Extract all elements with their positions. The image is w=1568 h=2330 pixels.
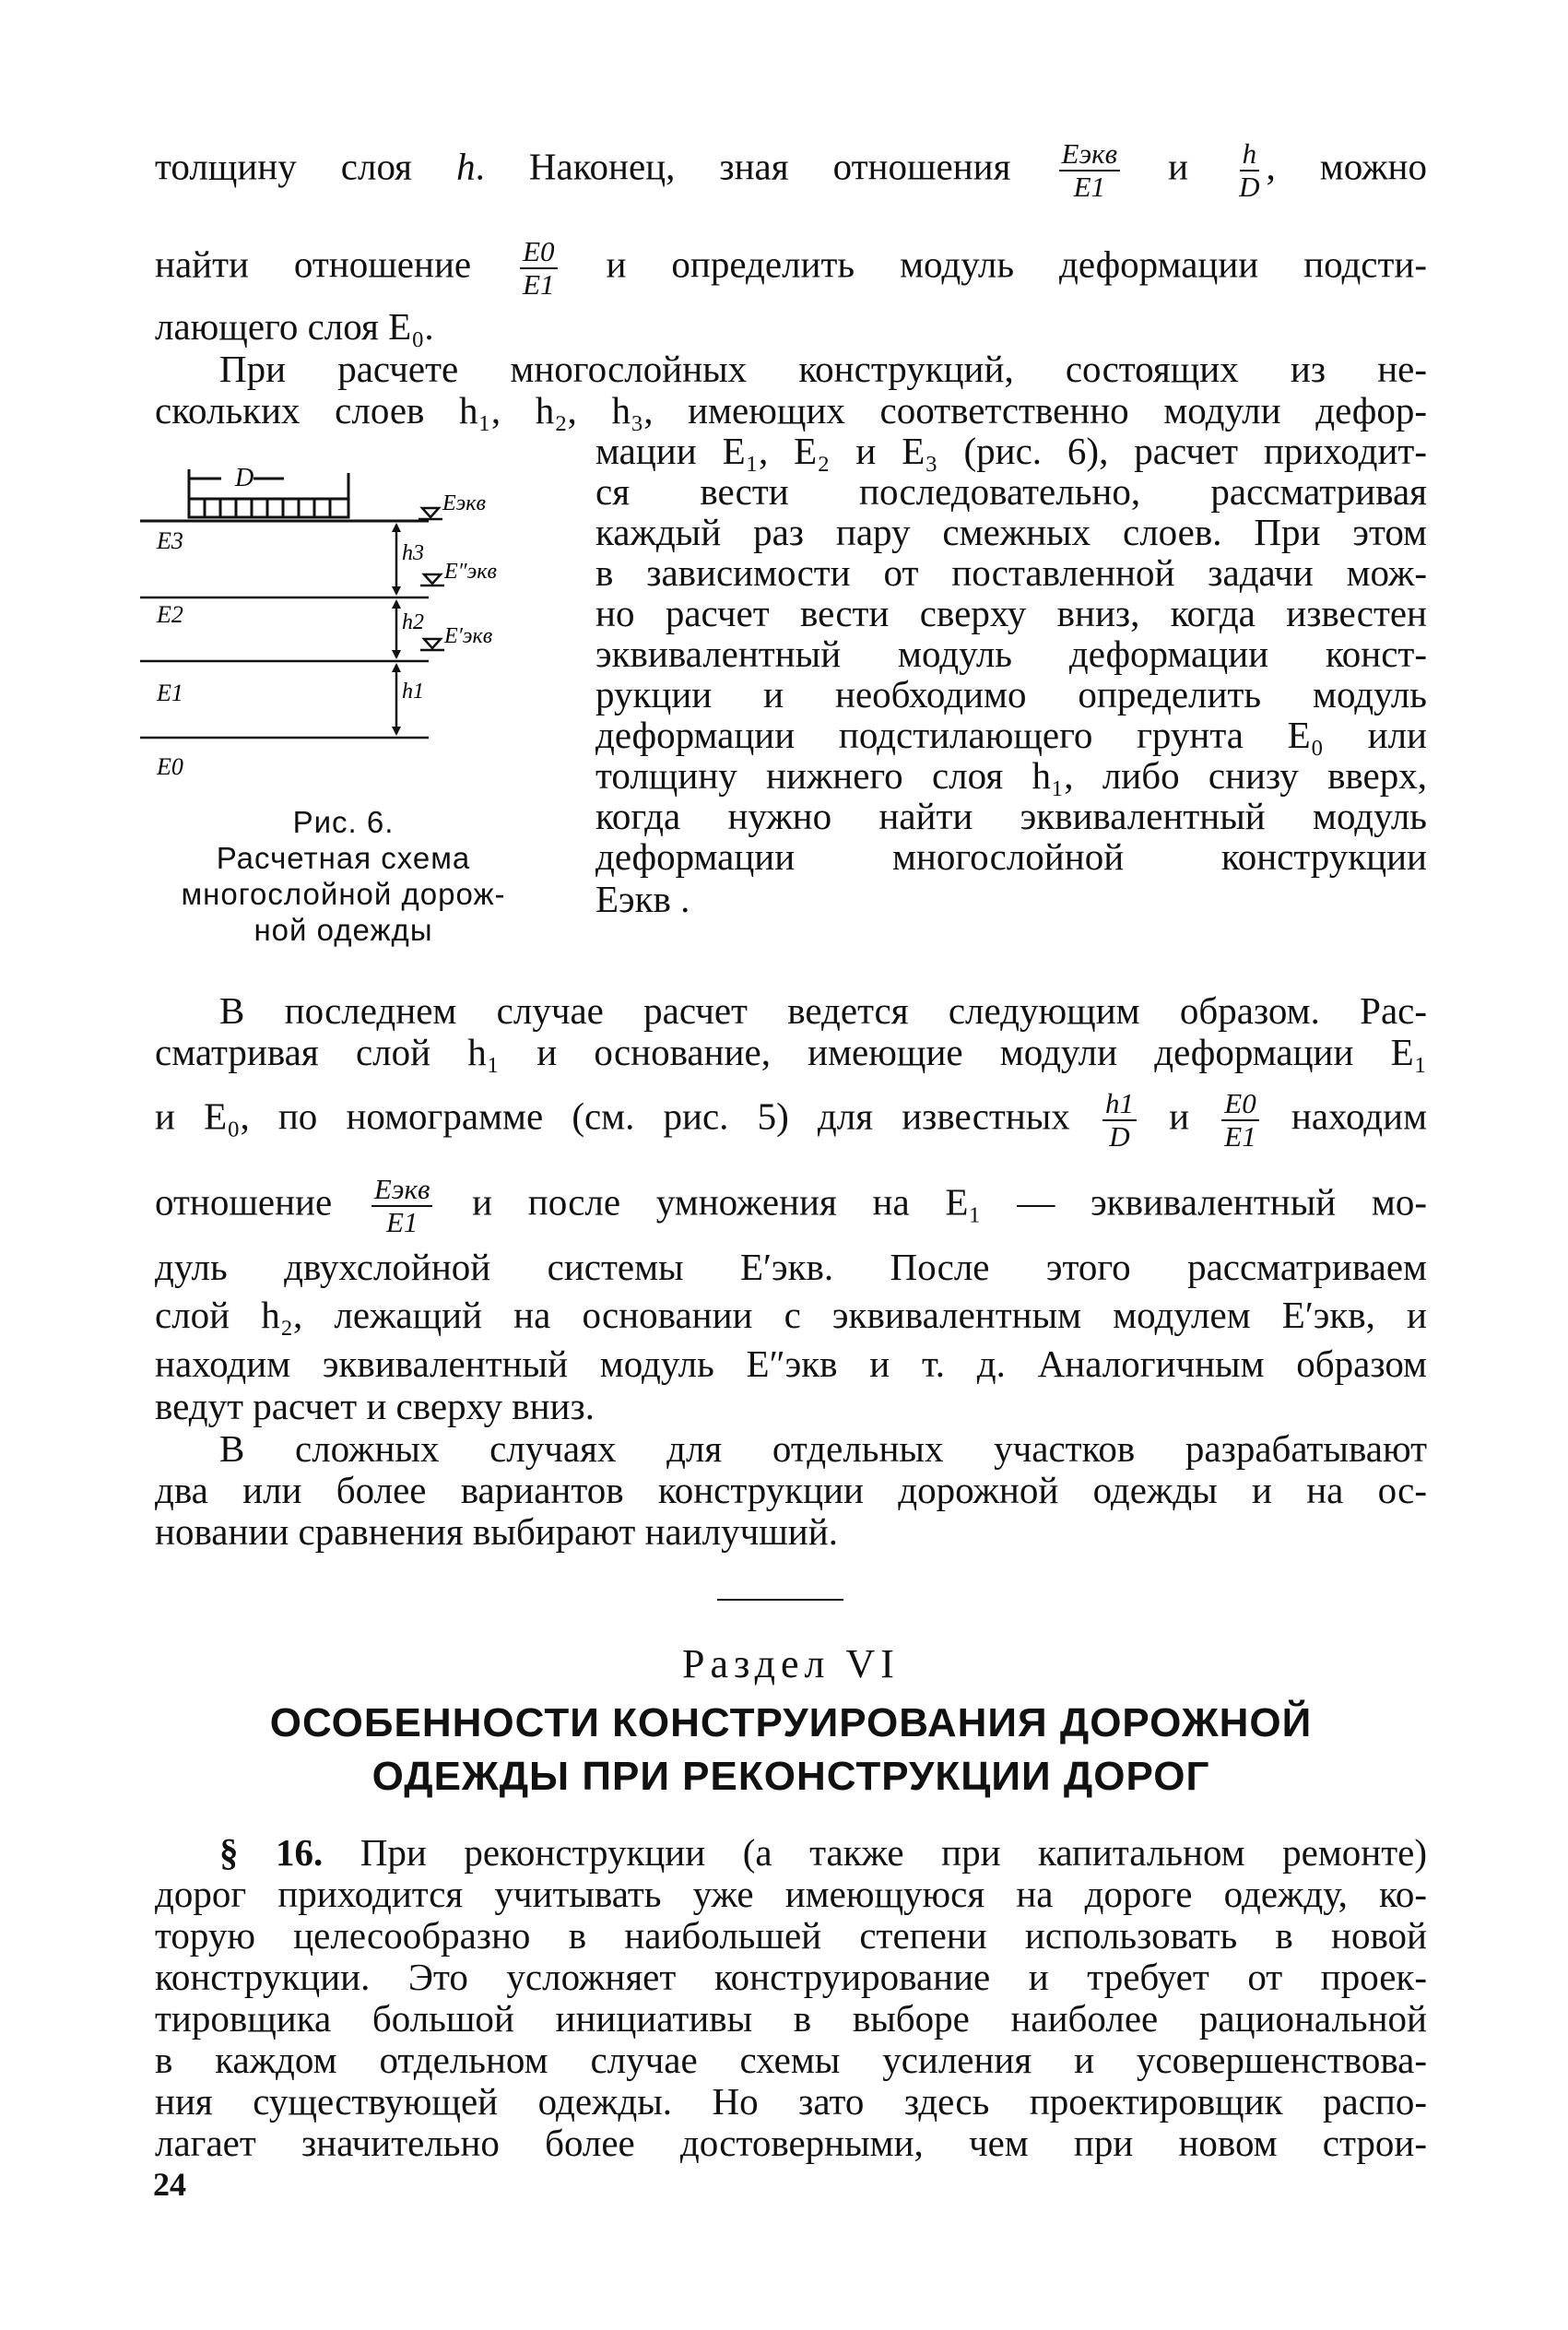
text-line: ния существующей одежды. Но зато здесь проектировщик распо- [155,2080,1427,2123]
layer-label: E1 [157,680,183,706]
level-marker-icon [424,639,441,648]
text-line: толщину слоя h. Наконец, зная отношения $\frac{\text{Eэкв}}{E1}$ и $\frac{h}{D}$ , можно [155,137,1428,203]
fraction: $\frac{E0}{E1}$ [520,236,557,301]
modulus-label: Eэкв [442,491,486,515]
text-line: сматривая слой h₁ и основание, имеющие модули деформации E₁ [155,1031,1427,1073]
text-line: два или более вариантов конструкции дорожной одежды и на ос- [155,1469,1427,1511]
text-line: тировщика большой инициативы в выборе наиболее рациональной [155,1997,1427,2040]
section-title: ОДЕЖДЫ ПРИ РЕКОНСТРУКЦИИ ДОРОГ [371,1754,1210,1799]
text-line: ведут расчет и сверху вниз. [155,1385,595,1427]
text-line: рукции и необходимо определить модуль [595,673,1427,716]
text-line: новании сравнения выбирают наилучший. [155,1510,838,1553]
text-line: В сложных случаях для отдельных участков разрабатывают [219,1427,1427,1470]
level-marker-icon [424,574,441,584]
text-line: каждый раз пару смежных слоев. При этом [595,511,1427,553]
divider [717,1599,843,1601]
figure-caption [161,804,525,948]
paragraph-number: § 16. [219,1831,324,1874]
text-line: деформации подстилающего грунта E₀ или [595,714,1427,756]
fraction: $\frac{\text{Eэкв}}{E1}$ [1059,138,1121,203]
text-line: слой h₂, лежащий на основании с эквивалентным модулем E′экв, и [155,1294,1427,1336]
thickness-label: h1 [402,680,424,704]
text-line: При расчете многослойных конструкций, состоящих из не- [219,348,1427,390]
fraction: $\frac{h1}{D}$ [1102,1088,1137,1153]
page-number: 24 [153,2166,186,2203]
caption-line: ной одежды [253,913,433,947]
fraction: $\frac{E0}{E1}$ [1221,1088,1258,1153]
text-line: в каждом отдельном случае схемы усиления и усовершенствова- [155,2039,1427,2081]
load-hatching [205,499,330,517]
text-line: лагает значительно более достоверными, чем при новом строи- [155,2122,1427,2164]
text-line: отношение $\frac{\text{Eэкв}}{E1}$ и после умножения на E₁ — эквивалентный мо- [155,1173,1428,1238]
text-line: § 16. При реконструкции (а также при капитальном ремонте) [219,1831,1427,1874]
fraction: $\frac{h}{D}$ [1239,137,1260,203]
layer-diagram [129,456,590,807]
text-line: дуль двухслойной системы E′экв. После этого рассматриваем [155,1246,1427,1288]
text-line: находим эквивалентный модуль E″экв и т. д. Аналогичным образом [155,1342,1427,1385]
text-line: Eэкв . [595,878,690,920]
modulus-label: E′экв [444,624,493,648]
thickness-label: h2 [402,610,424,634]
text-line: дорог приходится учитывать уже имеющуюся на дороге одежду, ко- [155,1873,1427,1915]
text-line: В последнем случае расчет ведется следующим образом. Рас- [219,989,1427,1032]
text-line: ся вести последовательно, рассматривая [595,470,1427,513]
section-label: Раздел VI [682,1641,900,1686]
section-title: ОСОБЕННОСТИ КОНСТРУИРОВАНИЯ ДОРОЖНОЙ [269,1700,1313,1745]
text-line: торую целесообразно в наибольшей степени использовать в новой [155,1914,1427,1957]
layer-label: E3 [157,527,183,554]
text-line: лающего слоя E₀. [155,305,434,348]
text-line: и E₀, по номограмме (см. рис. 5) для известных $\frac{h1}{D}$ и $\frac{E0}{E1}$ находим [155,1087,1428,1153]
layer-label: E2 [157,601,183,628]
caption-line: многослойной дорож- [181,877,506,911]
text-line: в зависимости от поставленной задачи мож- [595,551,1427,594]
fraction: $\frac{\text{Eэкв}}{E1}$ [371,1174,433,1238]
text-line: скольких слоев h₁, h₂, h₃, имеющих соответственно модули дефор- [155,389,1427,432]
caption-line: Рис. 6. [292,805,395,839]
text-line: конструкции. Это усложняет конструирование и требует от проек- [155,1956,1427,1998]
text-line: толщину нижнего слоя h₁, либо снизу вверх, [595,754,1427,797]
caption-line: Расчетная схема [216,841,471,875]
diameter-label: D [235,464,254,492]
text-line: найти отношение $\frac{E0}{E1}$ и определить модуль деформации подсти- [155,235,1428,301]
modulus-label: E″экв [444,560,497,584]
thickness-label: h3 [402,541,424,565]
text-line: мации E₁, E₂ и E₃ (рис. 6), расчет приходит- [595,430,1427,472]
level-marker-icon [422,508,439,517]
text-line: эквивалентный модуль деформации конст- [595,633,1427,675]
layer-label: E0 [157,753,183,780]
text-line: деформации многослойной конструкции [595,835,1427,878]
text-line: но расчет вести сверху вниз, когда известен [595,592,1427,634]
text-line: когда нужно найти эквивалентный модуль [595,795,1427,837]
